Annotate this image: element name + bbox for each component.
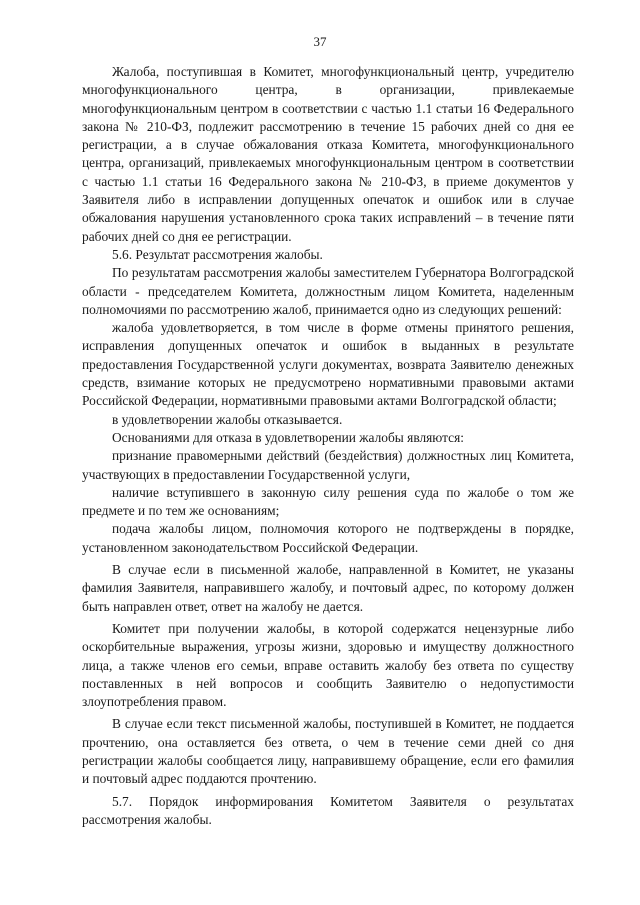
section-heading-5-7: 5.7. Порядок информирования Комитетом Заявителя о результатах рассмотрения жалобы. [82,793,574,827]
paragraph-unreadable-text: В случае если текст письменной жалобы, поступившей в Комитет, не поддается прочтению, она оставляется без ответа, о чем в течение семи дней со дня регистрации жалобы сообщается лицу, направившему обращение, если его фамилия и почтовый адрес поддаются прочтению. [82,716,574,787]
section-heading-5-6: 5.6. Результат рассмотрения жалобы. [112,246,323,262]
paragraph-ground-unconfirmed-authority: подача жалобы лицом, полномочия которого не подтверждены в порядке, установленном законодательством Российской Федерации. [82,521,574,555]
paragraph-ground-court-decision: наличие вступившего в законную силу решения суда по жалобе о том же предмете и по тем же основаниям; [82,484,574,519]
paragraph-decision-options: По результатам рассмотрения жалобы заместителем Губернатора Волгоградской области - председателем Комитета, должностным лицом Комитета, наделенным полномочиями по рассмотрению жалоб, принимается одно из следующих решений: [82,265,574,317]
document-body [82,63,574,829]
paragraph-no-name-no-address: В случае если в письменной жалобе, направленной в Комитет, не указаны фамилия Заявителя, направившего жалобу, и почтовый адрес, по которому должен быть направлен ответ, ответ на жалобу не дается. [82,562,574,614]
paragraph-complaint-refused: в удовлетворении жалобы отказывается. [112,411,343,427]
paragraph-complaint-satisfied: жалоба удовлетворяется, в том числе в форме отмены принятого решения, исправления допущенных опечаток и ошибок в выданных в результате предоставления Государственной услуги документах, возврата Заявителю денежных средств, взимание которых не предусмотрено нормативными правовыми актами Российской Федерации, нормативными правовыми актами Волгоградской области; [82,320,574,409]
paragraph-offensive-content: Комитет при получении жалобы, в которой содержатся нецензурные либо оскорбительные выражения, угрозы жизни, здоровью и имуществу должностного лица, а также членов его семьи, вправе оставить жалобу без ответа по существу поставленных в ней вопросов и сообщить Заявителю о недопустимости злоупотребления правом. [82,620,574,710]
paragraph-refusal-grounds: Основаниями для отказа в удовлетворении жалобы являются: [112,429,464,445]
paragraph-complaint-review-period: Жалоба, поступившая в Комитет, многофункциональный центр, учредителю многофункционального центра, в организации, привлекаемые многофункциональным центром в соответствии с частью 1.1 статьи 16 Федерального закона № 210-ФЗ, подлежит рассмотрению в течение 15 рабочих дней со дня ее регистрации, а в случае обжалования отказа Комитета, многофункционального центра, организаций, привлекаемых многофункциональным центром в соответствии с частью 1.1 статьи 16 Федерального закона № 210-ФЗ, в приеме документов у Заявителя либо в исправлении допущенных опечаток и ошибок или в случае обжалования нарушения установленного срока таких исправлений – в течение пяти рабочих дней со дня ее регистрации. [82,64,574,244]
page-number: 37 [313,34,327,49]
paragraph-ground-lawful-actions: признание правомерными действий (бездействия) должностных лиц Комитета, участвующих в предоставлении Государственной услуги, [82,448,574,482]
